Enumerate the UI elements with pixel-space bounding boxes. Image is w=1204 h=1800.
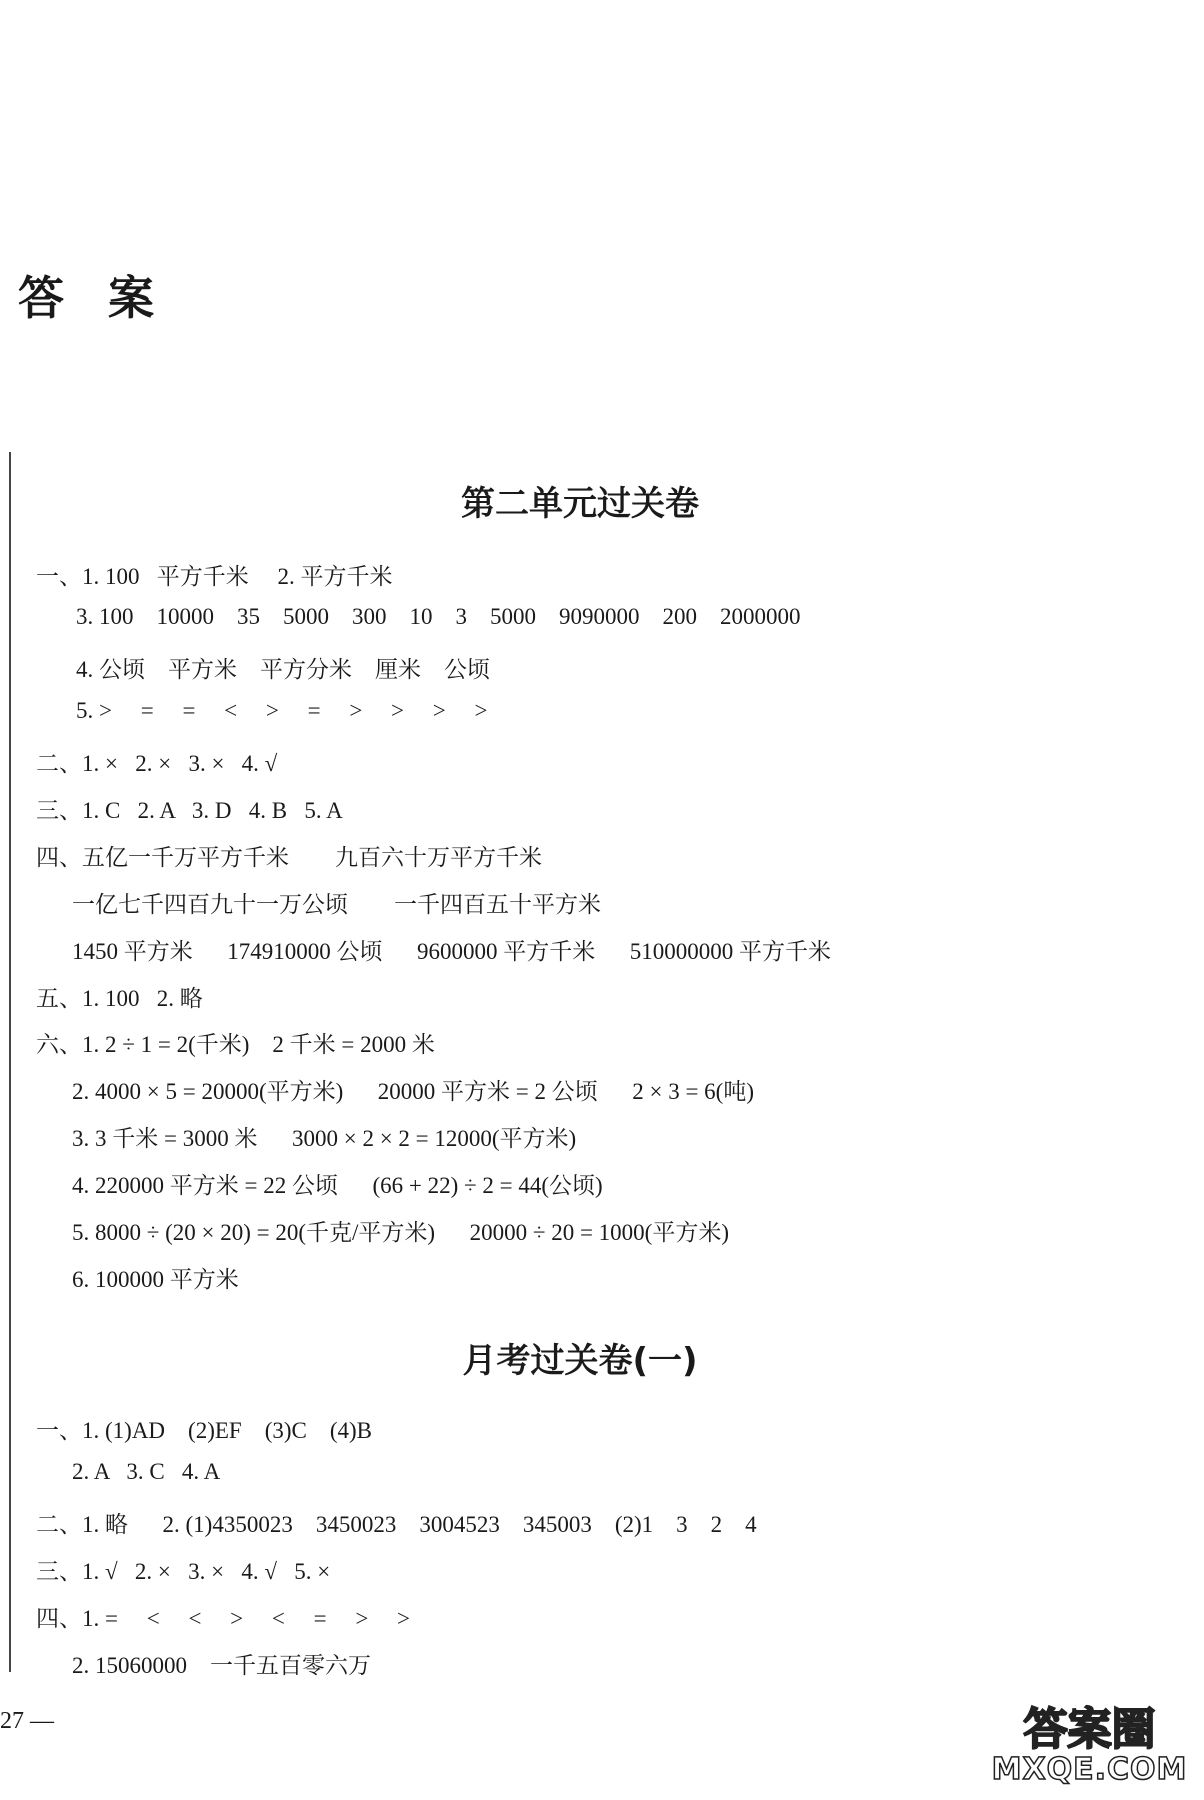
answer-line: 六、1. 2 ÷ 1 = 2(千米) 2 千米 = 2000 米 <box>36 1032 435 1057</box>
answer-line: 四、五亿一千万平方千米 九百六十万平方千米 <box>36 845 542 870</box>
section-title-unit2: 第二单元过关卷 <box>461 484 699 524</box>
page-number: 27 — <box>0 1708 54 1734</box>
answer-line: 4. 公顷 平方米 平方分米 厘米 公顷 <box>76 657 490 682</box>
answer-line: 五、1. 100 2. 略 <box>36 986 203 1011</box>
answer-line: 3. 3 千米 = 3000 米 3000 × 2 × 2 = 12000(平方米) <box>72 1126 577 1151</box>
watermark-bottom-text: MXQE.COM <box>991 1751 1188 1787</box>
answer-line: 5. > = = < > = > > > > <box>76 698 488 723</box>
watermark-logo <box>987 1699 1192 1794</box>
page-heading: 答 案 <box>18 271 169 325</box>
answer-line: 6. 100000 平方米 <box>72 1267 239 1292</box>
answer-line: 四、1. = < < > < = > > <box>36 1606 411 1631</box>
section-title-monthly-exam: 月考过关卷(一) <box>462 1341 698 1381</box>
answer-line: 2. 4000 × 5 = 20000(平方米) 20000 平方米 = 2 公顷 2 × 3 = 6(吨) <box>72 1079 754 1104</box>
watermark-top-text: 答案圈 <box>1023 1703 1156 1755</box>
answer-line: 1450 平方米 174910000 公顷 9600000 平方千米 510000000 平方千米 <box>72 939 831 964</box>
answer-line: 5. 8000 ÷ (20 × 20) = 20(千克/平方米) 20000 ÷ 20 = 1000(平方米) <box>72 1220 730 1245</box>
answer-line: 二、1. 略 2. (1)4350023 3450023 3004523 345003 (2)1 3 2 4 <box>36 1512 757 1537</box>
answer-line: 三、1. C 2. A 3. D 4. B 5. A <box>36 798 343 823</box>
answer-line: 二、1. × 2. × 3. × 4. √ <box>36 751 278 776</box>
answer-line: 3. 100 10000 35 5000 300 10 3 5000 9090000 200 2000000 <box>76 604 801 629</box>
answer-line: 4. 220000 平方米 = 22 公顷 (66 + 22) ÷ 2 = 44(公顷) <box>72 1173 603 1198</box>
answer-line: 一、1. 100 平方千米 2. 平方千米 <box>36 564 393 589</box>
answer-line: 一、1. (1)AD (2)EF (3)C (4)B <box>36 1418 373 1443</box>
left-margin-rule <box>9 452 11 1672</box>
answer-line: 一亿七千四百九十一万公顷 一千四百五十平方米 <box>72 892 601 917</box>
answer-line: 2. A 3. C 4. A <box>72 1459 221 1484</box>
answer-line: 三、1. √ 2. × 3. × 4. √ 5. × <box>36 1559 331 1584</box>
answer-line: 2. 15060000 一千五百零六万 <box>72 1653 371 1678</box>
